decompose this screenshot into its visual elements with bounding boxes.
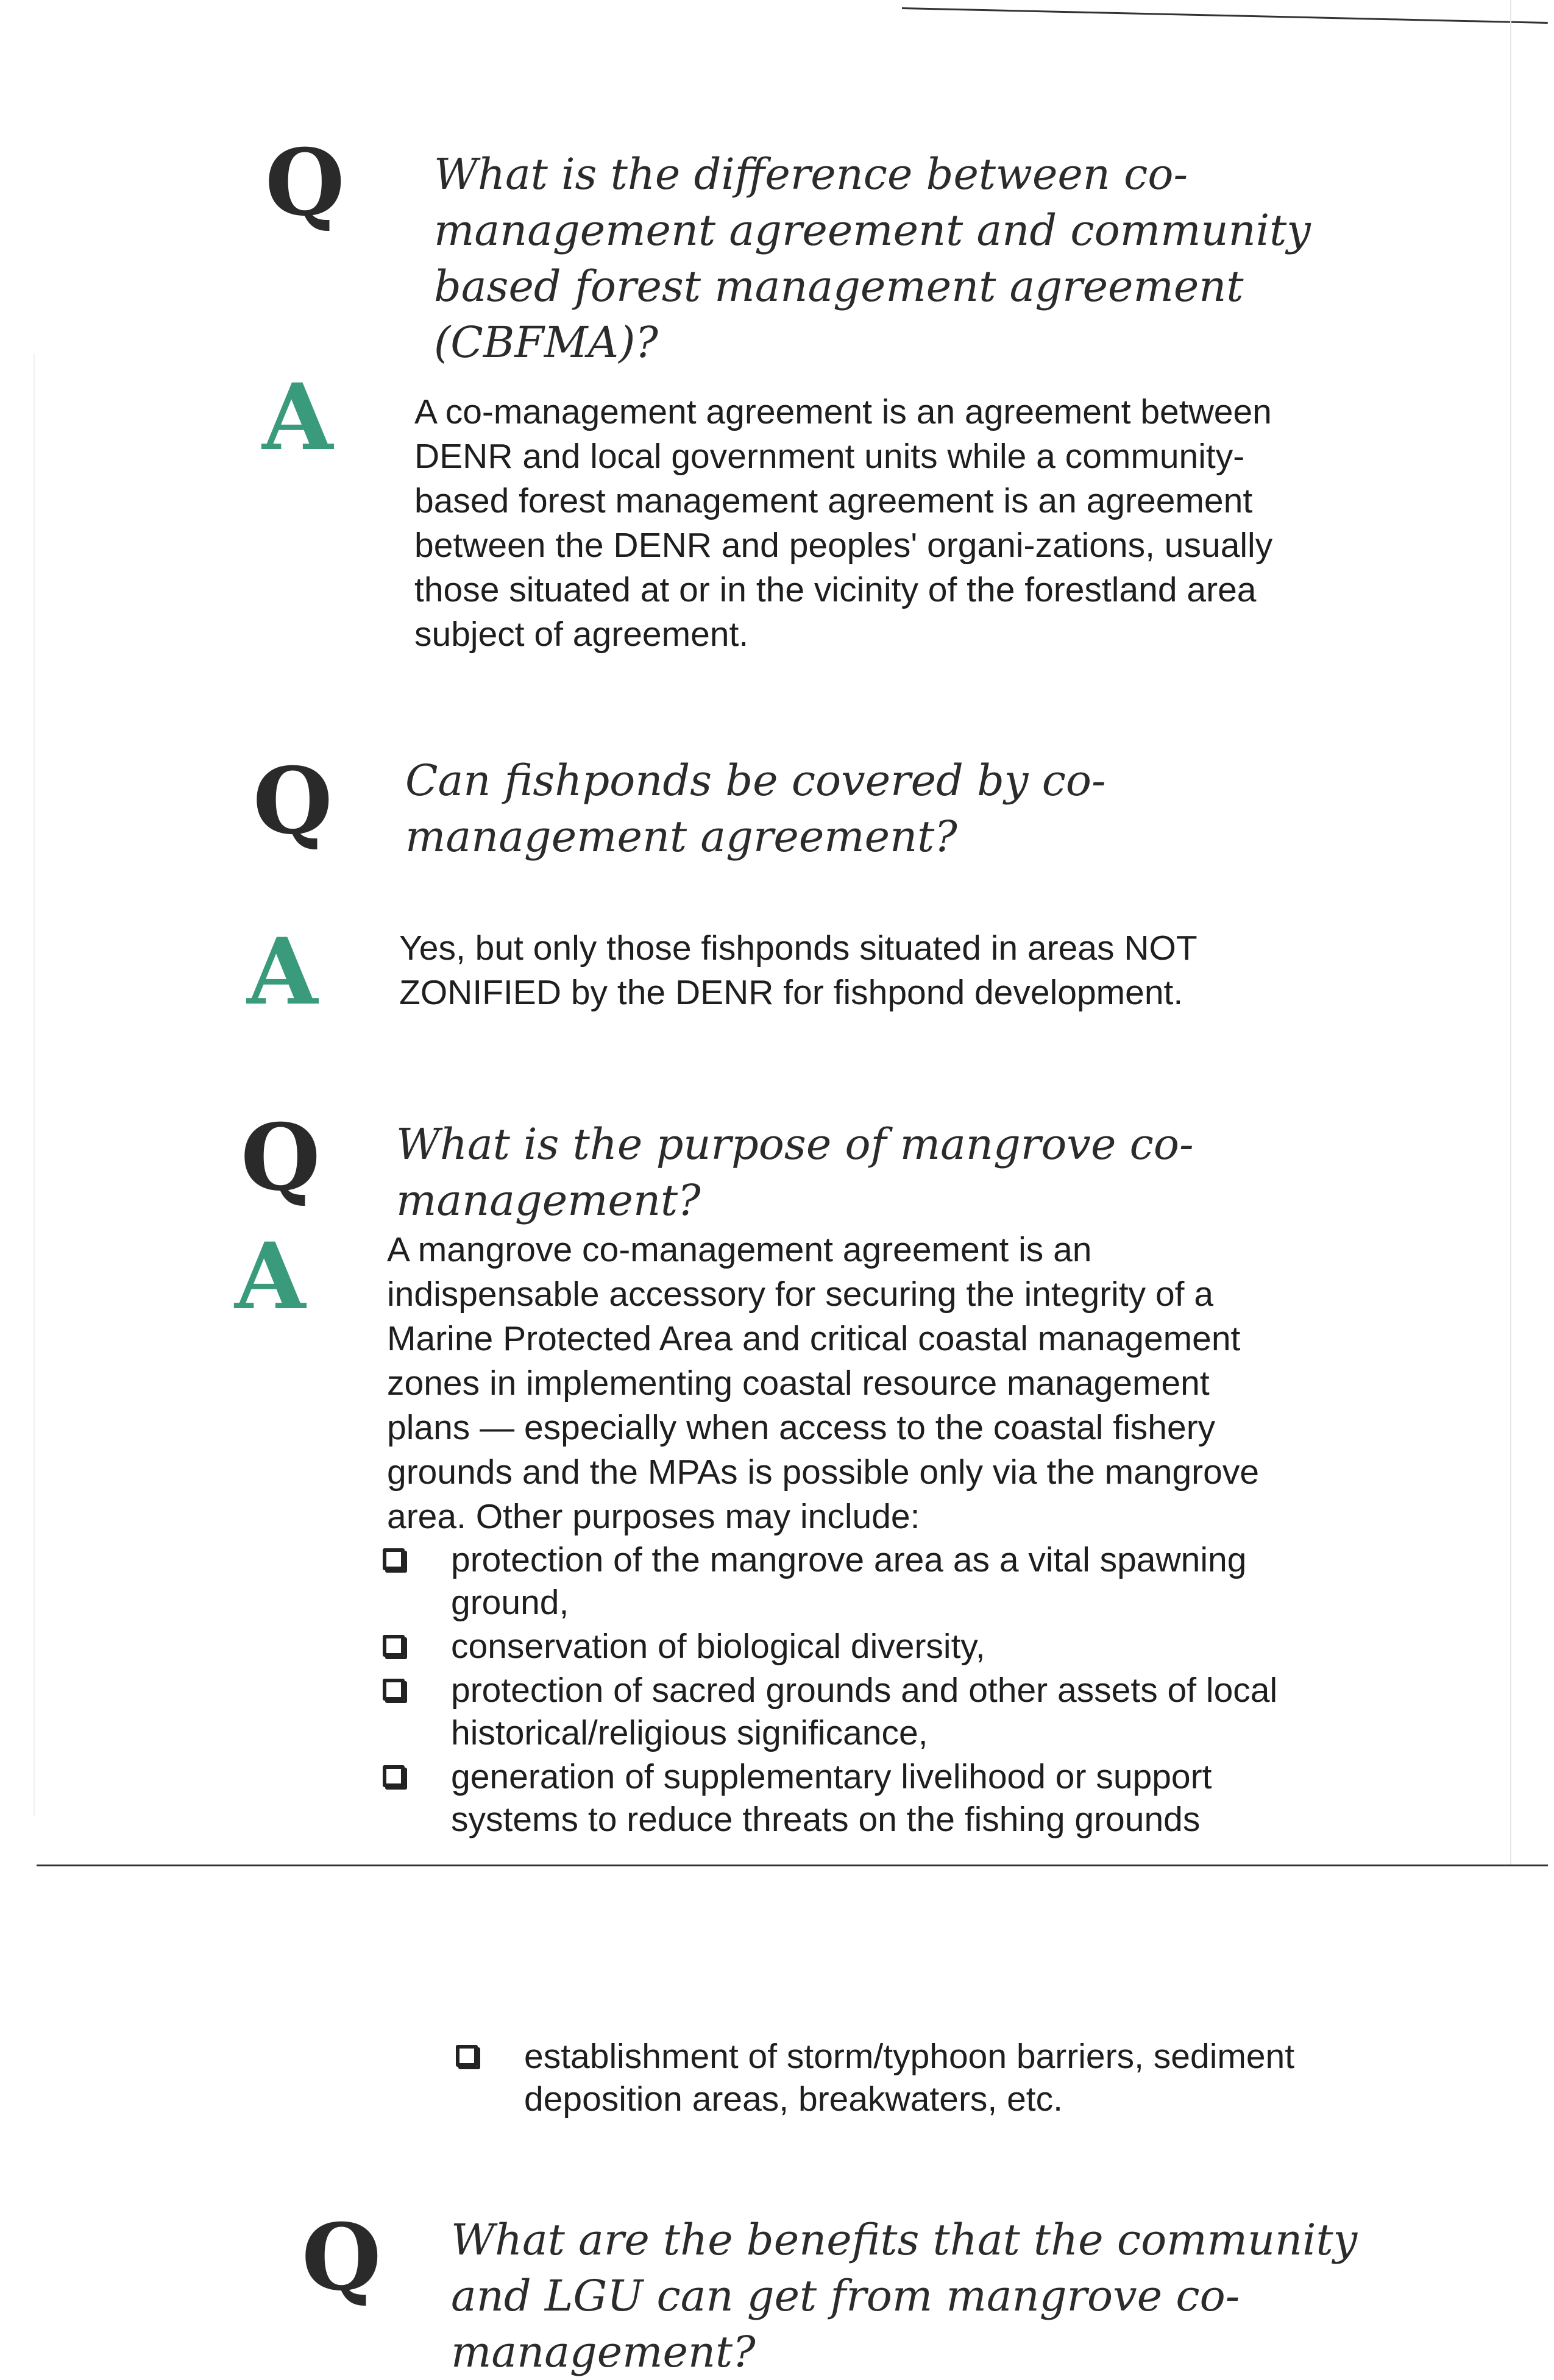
continued-list [451,2035,1353,2122]
question-marker-2: Q [253,748,333,855]
list-item-text: generation of supplementary livelihood or support systems to reduce threats on the fishing grounds [451,1757,1212,1839]
list-item [378,1625,1292,1668]
question-2-text: Can fishponds be covered by co-management agreement? [405,756,1106,862]
checkbox-icon [383,1635,405,1657]
answer-marker-1: A [262,364,333,471]
list-item [451,2035,1353,2120]
answer-3-text: A mangrove co-management agreement is an indispensable accessory for securing the integrity of a Marine Protected Area and critical coastal management zones in implementing coastal resource management plans — especially when access to the coastal fishery grounds and the MPAs is possible only via the mangrove area. Other purposes may include: [387,1230,1260,1536]
list-item-text: protection of sacred grounds and other assets of local historical/religious significance, [451,1671,1278,1752]
question-4-text: What are the benefits that the community and LGU can get from mangrove co-management? [451,2215,1358,2377]
list-item-text: conservation of biological diversity, [451,1627,985,1666]
checkbox-icon [456,2045,478,2067]
question-3-text: What is the purpose of mangrove co-management? [396,1119,1194,1225]
question-marker-3: Q [241,1104,321,1211]
question-1-text: What is the difference between co-management agreement and community based forest management agreement (CBFMA)? [434,149,1311,367]
checkbox-icon [383,1765,405,1787]
answer-marker-2: A [247,918,318,1025]
list-item [378,1755,1292,1841]
question-marker-4: Q [302,2204,381,2311]
answer-1-text: A co-management agreement is an agreement between DENR and local government units while a community-based forest management agreement is an agreement between the DENR and peoples' organi-zations, usually those situated at or in the vicinity of the forestland area subject of agreement. [414,392,1273,654]
checkbox-icon [383,1679,405,1701]
page-cut-line [37,1865,1548,1866]
answer-marker-3: A [235,1223,306,1330]
purpose-list [378,1539,1292,1842]
answer-2-text: Yes, but only those fishponds situated in areas NOT ZONIFIED by the DENR for fishpond development. [399,929,1197,1012]
list-item [378,1539,1292,1624]
checkbox-icon [383,1548,405,1570]
question-marker-1: Q [265,129,345,236]
list-item [378,1669,1292,1754]
list-item-text: establishment of storm/typhoon barriers, sediment deposition areas, breakwaters, etc. [524,2037,1295,2119]
list-item-text: protection of the mangrove area as a vital spawning ground, [451,1540,1247,1622]
